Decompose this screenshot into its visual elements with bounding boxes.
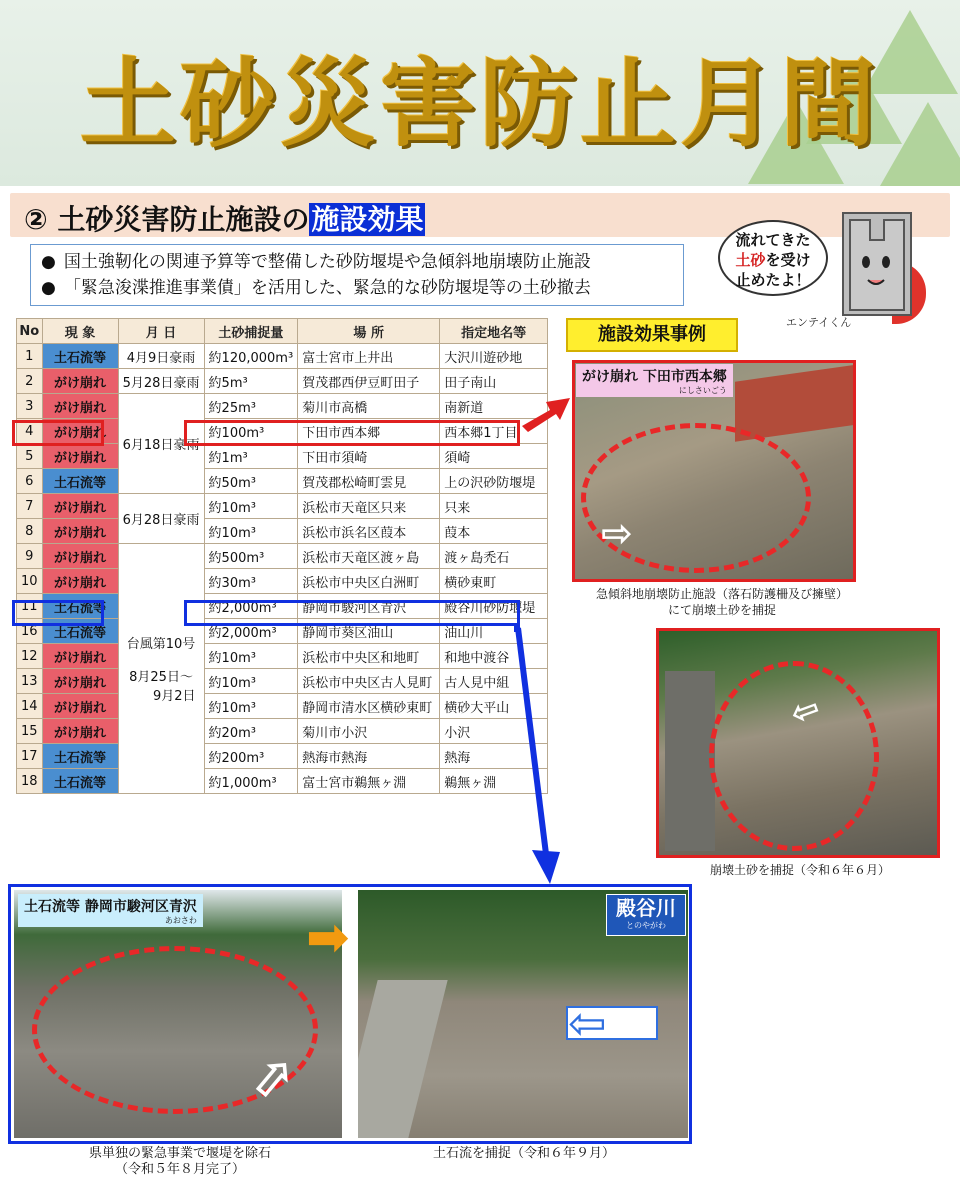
row-number: 8 [17, 519, 43, 544]
amount-cell: 約30m³ [204, 569, 298, 594]
date-cell: 6月28日豪雨 [118, 494, 204, 544]
place-cell: 下田市西本郷 [298, 419, 440, 444]
site-cell: 葭本 [440, 519, 548, 544]
site-cell: 油山川 [440, 619, 548, 644]
table-row [17, 694, 548, 719]
phenomenon-cell: 土石流等 [42, 344, 118, 369]
concrete-wall [358, 980, 448, 1138]
amount-cell: 約20m³ [204, 719, 298, 744]
site-cell: 須崎 [440, 444, 548, 469]
photo3-label [18, 894, 203, 927]
row-number: 10 [17, 569, 43, 594]
page-title: 土砂災害防止月間 [80, 48, 880, 160]
bubble-line [720, 250, 826, 270]
place-cell: 浜松市天竜区只来 [298, 494, 440, 519]
highlight-ellipse [709, 661, 879, 851]
place-cell: 浜松市浜名区葭本 [298, 519, 440, 544]
amount-cell: 約500m³ [204, 544, 298, 569]
white-arrow-icon: ⇦ [785, 687, 826, 735]
phenomenon-cell: がけ崩れ [42, 394, 118, 419]
photo2-caption: 崩壊土砂を捕捉（令和６年６月） [709, 863, 890, 877]
amount-cell: 約1,000m³ [204, 769, 298, 794]
site-cell: 熱海 [440, 744, 548, 769]
phenomenon-cell: がけ崩れ [42, 694, 118, 719]
phenomenon-cell: がけ崩れ [42, 644, 118, 669]
phenomenon-cell: がけ崩れ [42, 494, 118, 519]
caption-line: にて崩壊土砂を捕捉 [667, 603, 776, 617]
phenomenon-cell: がけ崩れ [42, 719, 118, 744]
photo4-label-text: 殿谷川 [616, 896, 676, 920]
row-number: 6 [17, 469, 43, 494]
row-number: 5 [17, 444, 43, 469]
amount-cell: 約1m³ [204, 444, 298, 469]
red-arrow-icon [520, 392, 572, 438]
photo4-ruby: とのやがわ [626, 921, 666, 930]
photo4-label [606, 894, 686, 936]
amount-cell: 約100m³ [204, 419, 298, 444]
row-number: 4 [17, 419, 43, 444]
phenomenon-cell: がけ崩れ [42, 519, 118, 544]
site-cell: 横砂東町 [440, 569, 548, 594]
row-number: 15 [17, 719, 43, 744]
facility-effect-table [16, 318, 548, 794]
photo3-label-text: 土石流等 静岡市駿河区青沢 [24, 899, 197, 915]
table-row [17, 769, 548, 794]
amount-cell: 約2,000m³ [204, 619, 298, 644]
row-number: 16 [17, 619, 43, 644]
row11-highlight-left [12, 600, 104, 626]
amount-cell: 約10m³ [204, 669, 298, 694]
blue-arrow-icon [504, 624, 564, 886]
date-line: 台風第10号 [126, 637, 196, 652]
table-row [17, 569, 548, 594]
table-row [17, 669, 548, 694]
caption-line: 県単独の緊急事業で堰堤を除石 [88, 1146, 271, 1161]
photo1-ruby: にしさいごう [678, 386, 727, 395]
amount-cell: 約2,000m³ [204, 594, 298, 619]
photo3-ruby: あおさわ [164, 916, 197, 925]
amount-cell: 約10m³ [204, 494, 298, 519]
mascot-face-icon [844, 214, 910, 314]
caption-line: 急傾斜地崩壊防止施設（落石防護柵及び擁壁） [595, 587, 848, 601]
bullet-box [30, 244, 684, 306]
row-number: 12 [17, 644, 43, 669]
phenomenon-cell: がけ崩れ [42, 444, 118, 469]
site-cell: 小沢 [440, 719, 548, 744]
row11-highlight-right [184, 600, 520, 626]
place-cell: 富士宮市鵜無ヶ淵 [298, 769, 440, 794]
mascot-name: エンテイくん [786, 316, 852, 329]
phenomenon-cell: 土石流等 [42, 769, 118, 794]
section-title-highlight: 施設効果 [311, 203, 424, 236]
phenomenon-cell: がけ崩れ [42, 669, 118, 694]
site-cell: 渡ヶ島禿石 [440, 544, 548, 569]
column-header: 場 所 [298, 319, 440, 344]
row-number: 3 [17, 394, 43, 419]
place-cell: 熱海市熱海 [298, 744, 440, 769]
place-cell: 静岡市葵区油山 [298, 619, 440, 644]
roof-shape [735, 364, 856, 441]
bubble-line: 止めたよ！ [735, 271, 811, 289]
place-cell: 菊川市小沢 [298, 719, 440, 744]
date-cell: 5月28日豪雨 [118, 369, 204, 394]
amount-cell: 約25m³ [204, 394, 298, 419]
row-number: 17 [17, 744, 43, 769]
header-banner [0, 0, 960, 186]
site-cell: 只来 [440, 494, 548, 519]
row-number: 1 [17, 344, 43, 369]
photo1-caption [574, 586, 870, 618]
amount-cell: 約120,000m³ [204, 344, 298, 369]
row-number: 18 [17, 769, 43, 794]
table-row [17, 344, 548, 369]
site-cell: 横砂大平山 [440, 694, 548, 719]
table-row [17, 494, 548, 519]
site-cell: 田子南山 [440, 369, 548, 394]
section-title-prefix: ② 土砂災害防止施設の [24, 203, 310, 236]
place-cell: 賀茂郡西伊豆町田子 [298, 369, 440, 394]
row-number: 2 [17, 369, 43, 394]
place-cell: 静岡市駿河区青沢 [298, 594, 440, 619]
amount-cell: 約10m³ [204, 644, 298, 669]
phenomenon-cell: がけ崩れ [42, 544, 118, 569]
phenomenon-cell: 土石流等 [42, 744, 118, 769]
site-cell: 鵜無ヶ淵 [440, 769, 548, 794]
table-row [17, 544, 548, 569]
bullet-item: ● 国土強靭化の関連予算等で整備した砂防堰堤や急傾斜地崩壊防止施設 [41, 249, 673, 275]
speech-bubble [718, 220, 828, 296]
site-cell: 上の沢砂防堰堤 [440, 469, 548, 494]
place-cell: 静岡市清水区横砂東町 [298, 694, 440, 719]
row-number: 9 [17, 544, 43, 569]
bubble-text: を受け [765, 251, 811, 269]
phenomenon-cell: がけ崩れ [42, 419, 118, 444]
date-cell: 6月18日豪雨 [118, 394, 204, 494]
white-arrow-icon: ⇧ [235, 1043, 308, 1117]
place-cell: 菊川市高橋 [298, 394, 440, 419]
phenomenon-cell: 土石流等 [42, 594, 118, 619]
table-row [17, 519, 548, 544]
site-cell: 西本郷1丁目 [440, 419, 548, 444]
phenomenon-cell: 土石流等 [42, 469, 118, 494]
row-number: 7 [17, 494, 43, 519]
mascot-character [842, 212, 912, 316]
date-cell [118, 544, 204, 794]
photo-aosawa-before [14, 890, 342, 1138]
photo-captured-sediment [656, 628, 940, 858]
row4-highlight-left [12, 420, 104, 446]
table-row [17, 644, 548, 669]
bubble-line: 流れてきた [735, 231, 811, 249]
table-row [17, 744, 548, 769]
table-row [17, 369, 548, 394]
caption-line: （令和５年８月完了） [114, 1162, 245, 1177]
photo4-caption: 土石流を捕捉（令和６年９月） [432, 1146, 615, 1161]
date-line: 9月2日 [153, 689, 196, 704]
place-cell: 浜松市中央区古人見町 [298, 669, 440, 694]
row-number: 13 [17, 669, 43, 694]
date-line: 8月25日～ [129, 670, 193, 685]
column-header: 月 日 [118, 319, 204, 344]
site-cell: 古人見中組 [440, 669, 548, 694]
column-header: 現 象 [42, 319, 118, 344]
column-header: No [17, 319, 43, 344]
amount-cell: 約10m³ [204, 694, 298, 719]
photo3-caption [40, 1146, 320, 1178]
column-header: 指定地名等 [440, 319, 548, 344]
section-title [24, 198, 425, 238]
site-cell: 大沢川遊砂地 [440, 344, 548, 369]
retaining-wall [665, 671, 715, 851]
table-row [17, 469, 548, 494]
table-header-row [17, 319, 548, 344]
blue-arrow-icon: ⇦ [566, 1006, 658, 1040]
site-cell: 南新道 [440, 394, 548, 419]
site-cell: 和地中渡谷 [440, 644, 548, 669]
amount-cell: 約5m³ [204, 369, 298, 394]
row4-highlight-right [184, 420, 520, 446]
date-cell: 4月9日豪雨 [118, 344, 204, 369]
site-cell: 殿谷川砂防堰堤 [440, 594, 548, 619]
place-cell: 浜松市中央区和地町 [298, 644, 440, 669]
amount-cell: 約10m³ [204, 519, 298, 544]
white-arrow-icon: ⇨ [601, 511, 633, 555]
bullet-item: ● 「緊急浚渫推進事業債」を活用した、緊急的な砂防堰堤等の土砂撤去 [41, 275, 673, 301]
photo1-label-text: がけ崩れ 下田市西本郷 [582, 369, 727, 385]
bubble-highlight: 土砂 [735, 251, 766, 269]
place-cell: 下田市須崎 [298, 444, 440, 469]
phenomenon-cell: がけ崩れ [42, 569, 118, 594]
column-header: 土砂捕捉量 [204, 319, 298, 344]
phenomenon-cell: 土石流等 [42, 619, 118, 644]
photo1-label [576, 364, 733, 397]
phenomenon-cell: がけ崩れ [42, 369, 118, 394]
table-row [17, 444, 548, 469]
table-row [17, 719, 548, 744]
row-number: 11 [17, 594, 43, 619]
orange-arrow-icon: ➡ [306, 908, 350, 968]
row-number: 14 [17, 694, 43, 719]
facility-effect-tag: 施設効果事例 [566, 318, 738, 352]
place-cell: 富士宮市上井出 [298, 344, 440, 369]
place-cell: 賀茂郡松崎町雲見 [298, 469, 440, 494]
place-cell: 浜松市中央区白洲町 [298, 569, 440, 594]
amount-cell: 約200m³ [204, 744, 298, 769]
place-cell: 浜松市天竜区渡ヶ島 [298, 544, 440, 569]
amount-cell: 約50m³ [204, 469, 298, 494]
table-row [17, 394, 548, 419]
